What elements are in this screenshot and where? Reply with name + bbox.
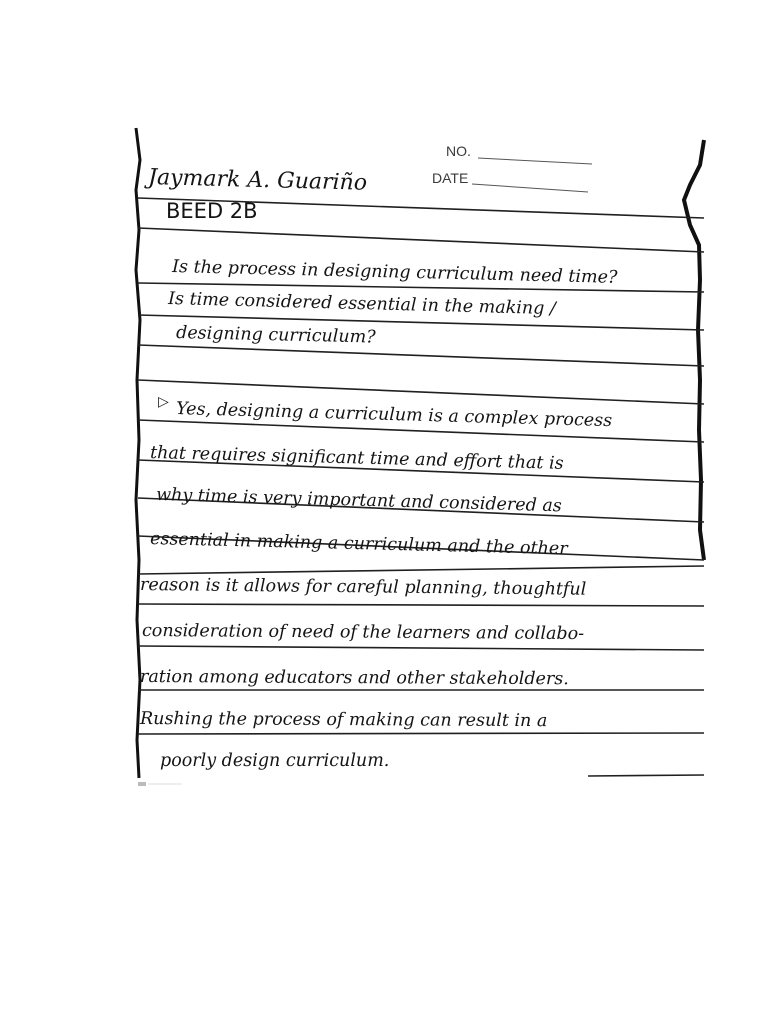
rule-line bbox=[138, 733, 704, 734]
question-line-2: Is time considered essential in the making / bbox=[167, 289, 557, 320]
question-line-3: designing curriculum? bbox=[175, 323, 376, 348]
scan-artifact bbox=[138, 782, 146, 786]
answer-line-9: poorly design curriculum. bbox=[160, 751, 390, 771]
no-label: NO. bbox=[446, 143, 471, 159]
question-line-1: Is the process in designing curriculum need time? bbox=[171, 257, 618, 288]
answer-line-4: essential in making a curriculum and the other bbox=[149, 529, 568, 560]
answer-line-1: Yes, designing a curriculum is a complex process bbox=[175, 399, 613, 432]
answer-line-6: consideration of need of the learners and collabo- bbox=[141, 621, 585, 645]
arrow-marker-icon: ▷ bbox=[158, 394, 169, 410]
answer-line-2: that requires significant time and effort that is bbox=[149, 443, 564, 474]
date-label: DATE bbox=[432, 170, 469, 186]
student-name: Jaymark A. Guariño bbox=[147, 165, 368, 196]
student-section: BEED 2B bbox=[166, 199, 258, 223]
answer-line-5: reason is it allows for careful planning, thoughtful bbox=[139, 575, 587, 600]
answer-line-3: why time is very important and considered as bbox=[155, 485, 563, 517]
answer-line-8: Rushing the process of making can result in a bbox=[139, 709, 548, 732]
rule-line bbox=[588, 775, 704, 776]
answer-line-7: ration among educators and other stakeholders. bbox=[139, 667, 569, 690]
